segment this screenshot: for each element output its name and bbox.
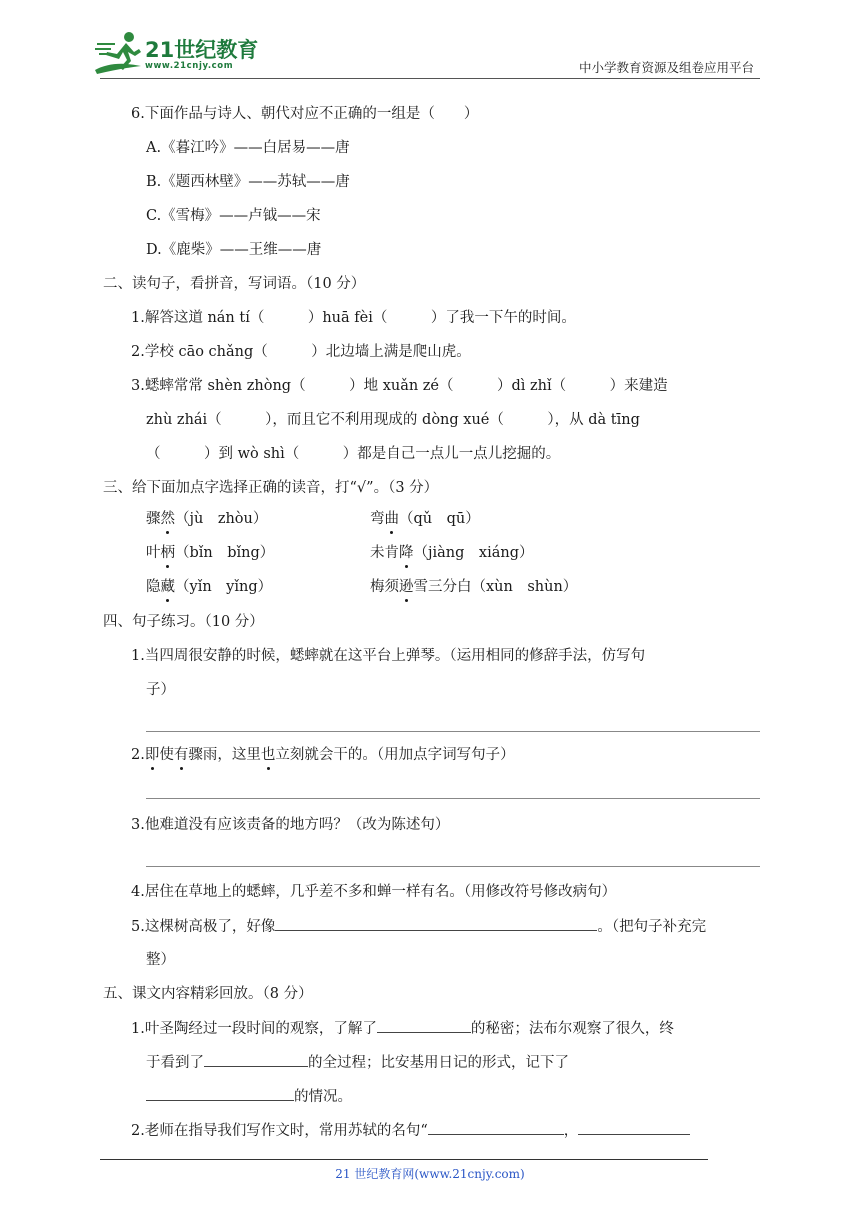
q2-text: 2.老师在指导我们写作文时，常用苏轼的名句“ (131, 1123, 428, 1139)
sec4-q2 (131, 745, 515, 765)
pron-options: （jù zhòu） (175, 511, 268, 527)
answer-line-1[interactable] (146, 731, 760, 732)
fill-blank[interactable] (377, 1018, 471, 1033)
sec4-q5-line-2: 整） (146, 952, 175, 968)
logo-url: www.21cnjy.com (145, 61, 234, 71)
section-2-title: 二、读句子，看拼音，写词语。（10 分） (103, 276, 366, 292)
pron-item-text: 未肯 (370, 545, 399, 561)
runner-logo-icon (93, 30, 149, 76)
q1-text: 1.叶圣陶经过一段时间的观察，了解了 (131, 1021, 377, 1037)
page-header (0, 0, 860, 82)
pron-item-4 (370, 543, 533, 563)
dotted-char: 也 (260, 747, 276, 763)
dotted-char: 即 (144, 747, 160, 763)
pron-options: 雪三分白（xùn shùn） (413, 579, 578, 595)
sec4-q1-line-1: 1.当四周很安静的时候，蟋蟀就在这平台上弹琴。（运用相同的修辞手法，仿写句 (131, 648, 646, 664)
q1-text: 的全过程；比安基用日记的形式，记下了 (308, 1055, 569, 1071)
q2-text: ， (563, 1123, 579, 1139)
q1-text: 于看到了 (146, 1055, 204, 1071)
dotted-char: 柄 (160, 545, 175, 561)
q6-option-a: A.《暮江吟》——白居易——唐 (146, 140, 350, 156)
sec2-line-2: 2.学校 cāo chǎng（ ）北边墙上满是爬山虎。 (131, 344, 471, 360)
sec4-q3: 3.他难道没有应该责备的地方吗？（改为陈述句） (131, 817, 450, 833)
q2-text: 使 (159, 747, 174, 763)
q1-text: 的情况。 (294, 1089, 352, 1105)
sec2-line-3: 3.蟋蟀常常 shèn zhòng（ ）地 xuǎn zé（ ）dì zhǐ（ ）来建造 (131, 378, 668, 394)
dotted-char: 降 (399, 545, 414, 561)
sec5-q2-line-1 (131, 1120, 690, 1141)
header-divider (100, 78, 760, 79)
answer-line-3[interactable] (146, 866, 760, 867)
q6-option-d: D.《鹿柴》——王维——唐 (146, 242, 322, 258)
pron-item-text: 隐 (146, 579, 161, 595)
sec2-line-4: zhù zhái（ ），而且它不利用现成的 dòng xué（ ），从 dà tīng (146, 412, 640, 428)
sec2-line-5: （ ）到 wò shì（ ）都是自己一点儿一点儿挖掘的。 (146, 446, 561, 462)
section-5-title: 五、课文内容精彩回放。（8 分） (103, 986, 313, 1002)
page-footer[interactable]: 21 世纪教育网(www.21cnjy.com) (335, 1167, 525, 1181)
fill-blank[interactable] (146, 1086, 294, 1101)
q6-option-c: C.《雪梅》——卢钺——宋 (146, 208, 321, 224)
q2-text: 骤雨，这里 (188, 747, 261, 763)
answer-line-2[interactable] (146, 798, 760, 799)
pron-item-3 (146, 543, 274, 563)
footer-divider (100, 1159, 708, 1160)
pron-item-6 (370, 577, 577, 597)
q2-text: 立刻就会干的。（用加点字词写句子） (275, 747, 515, 763)
dotted-char: 曲 (384, 511, 399, 527)
q6-option-b: B.《题西林壁》——苏轼——唐 (146, 174, 350, 190)
sec5-q1-line-1 (131, 1018, 674, 1039)
pron-item-2 (370, 509, 480, 529)
q5-text: 。（把句子补充完 (597, 919, 707, 935)
pron-item-5 (146, 577, 272, 597)
q1-text: 的秘密；法布尔观察了很久，终 (470, 1021, 674, 1037)
q2-number: 2. (131, 747, 145, 763)
pron-item-1 (146, 509, 267, 529)
pron-options: （qǔ qū） (399, 511, 480, 527)
sec4-q1-line-2: 子） (146, 682, 175, 698)
dotted-char: 有 (173, 747, 189, 763)
pron-options: （jiàng xiáng） (413, 545, 534, 561)
pron-options: （yǐn yǐng） (175, 579, 273, 595)
dotted-char: 逊 (399, 579, 414, 595)
q6-stem: 6.下面作品与诗人、朝代对应不正确的一组是（ ） (131, 106, 479, 122)
dotted-char: 然 (160, 511, 175, 527)
section-4-title: 四、句子练习。（10 分） (103, 614, 264, 630)
sec5-q1-line-3 (146, 1086, 352, 1107)
fill-blank[interactable] (204, 1052, 308, 1067)
sec4-q5 (131, 916, 706, 937)
fill-blank[interactable] (428, 1120, 564, 1135)
sec5-q1-line-2 (146, 1052, 569, 1073)
pron-item-text: 梅须 (370, 579, 399, 595)
logo-text: 21世纪教育 (145, 38, 259, 62)
pron-item-text: 骤 (146, 511, 161, 527)
fill-blank[interactable] (578, 1120, 690, 1135)
section-3-title: 三、给下面加点字选择正确的读音，打“√”。（3 分） (103, 480, 439, 496)
q5-text: 5.这棵树高极了，好像 (131, 919, 276, 935)
pron-item-text: 叶 (146, 545, 161, 561)
site-logo (93, 30, 263, 80)
sec4-q4: 4.居住在草地上的蟋蟀，几乎差不多和蝉一样有名。（用修改符号修改病句） (131, 884, 617, 900)
platform-name: 中小学教育资源及组卷应用平台 (578, 60, 754, 75)
dotted-char: 藏 (160, 579, 175, 595)
pron-item-text: 弯 (370, 511, 385, 527)
fill-blank[interactable] (275, 916, 597, 931)
sec2-line-1: 1.解答这道 nán tí（ ）huā fèi（ ）了我一下午的时间。 (131, 310, 576, 326)
pron-options: （bǐn bǐng） (175, 545, 275, 561)
